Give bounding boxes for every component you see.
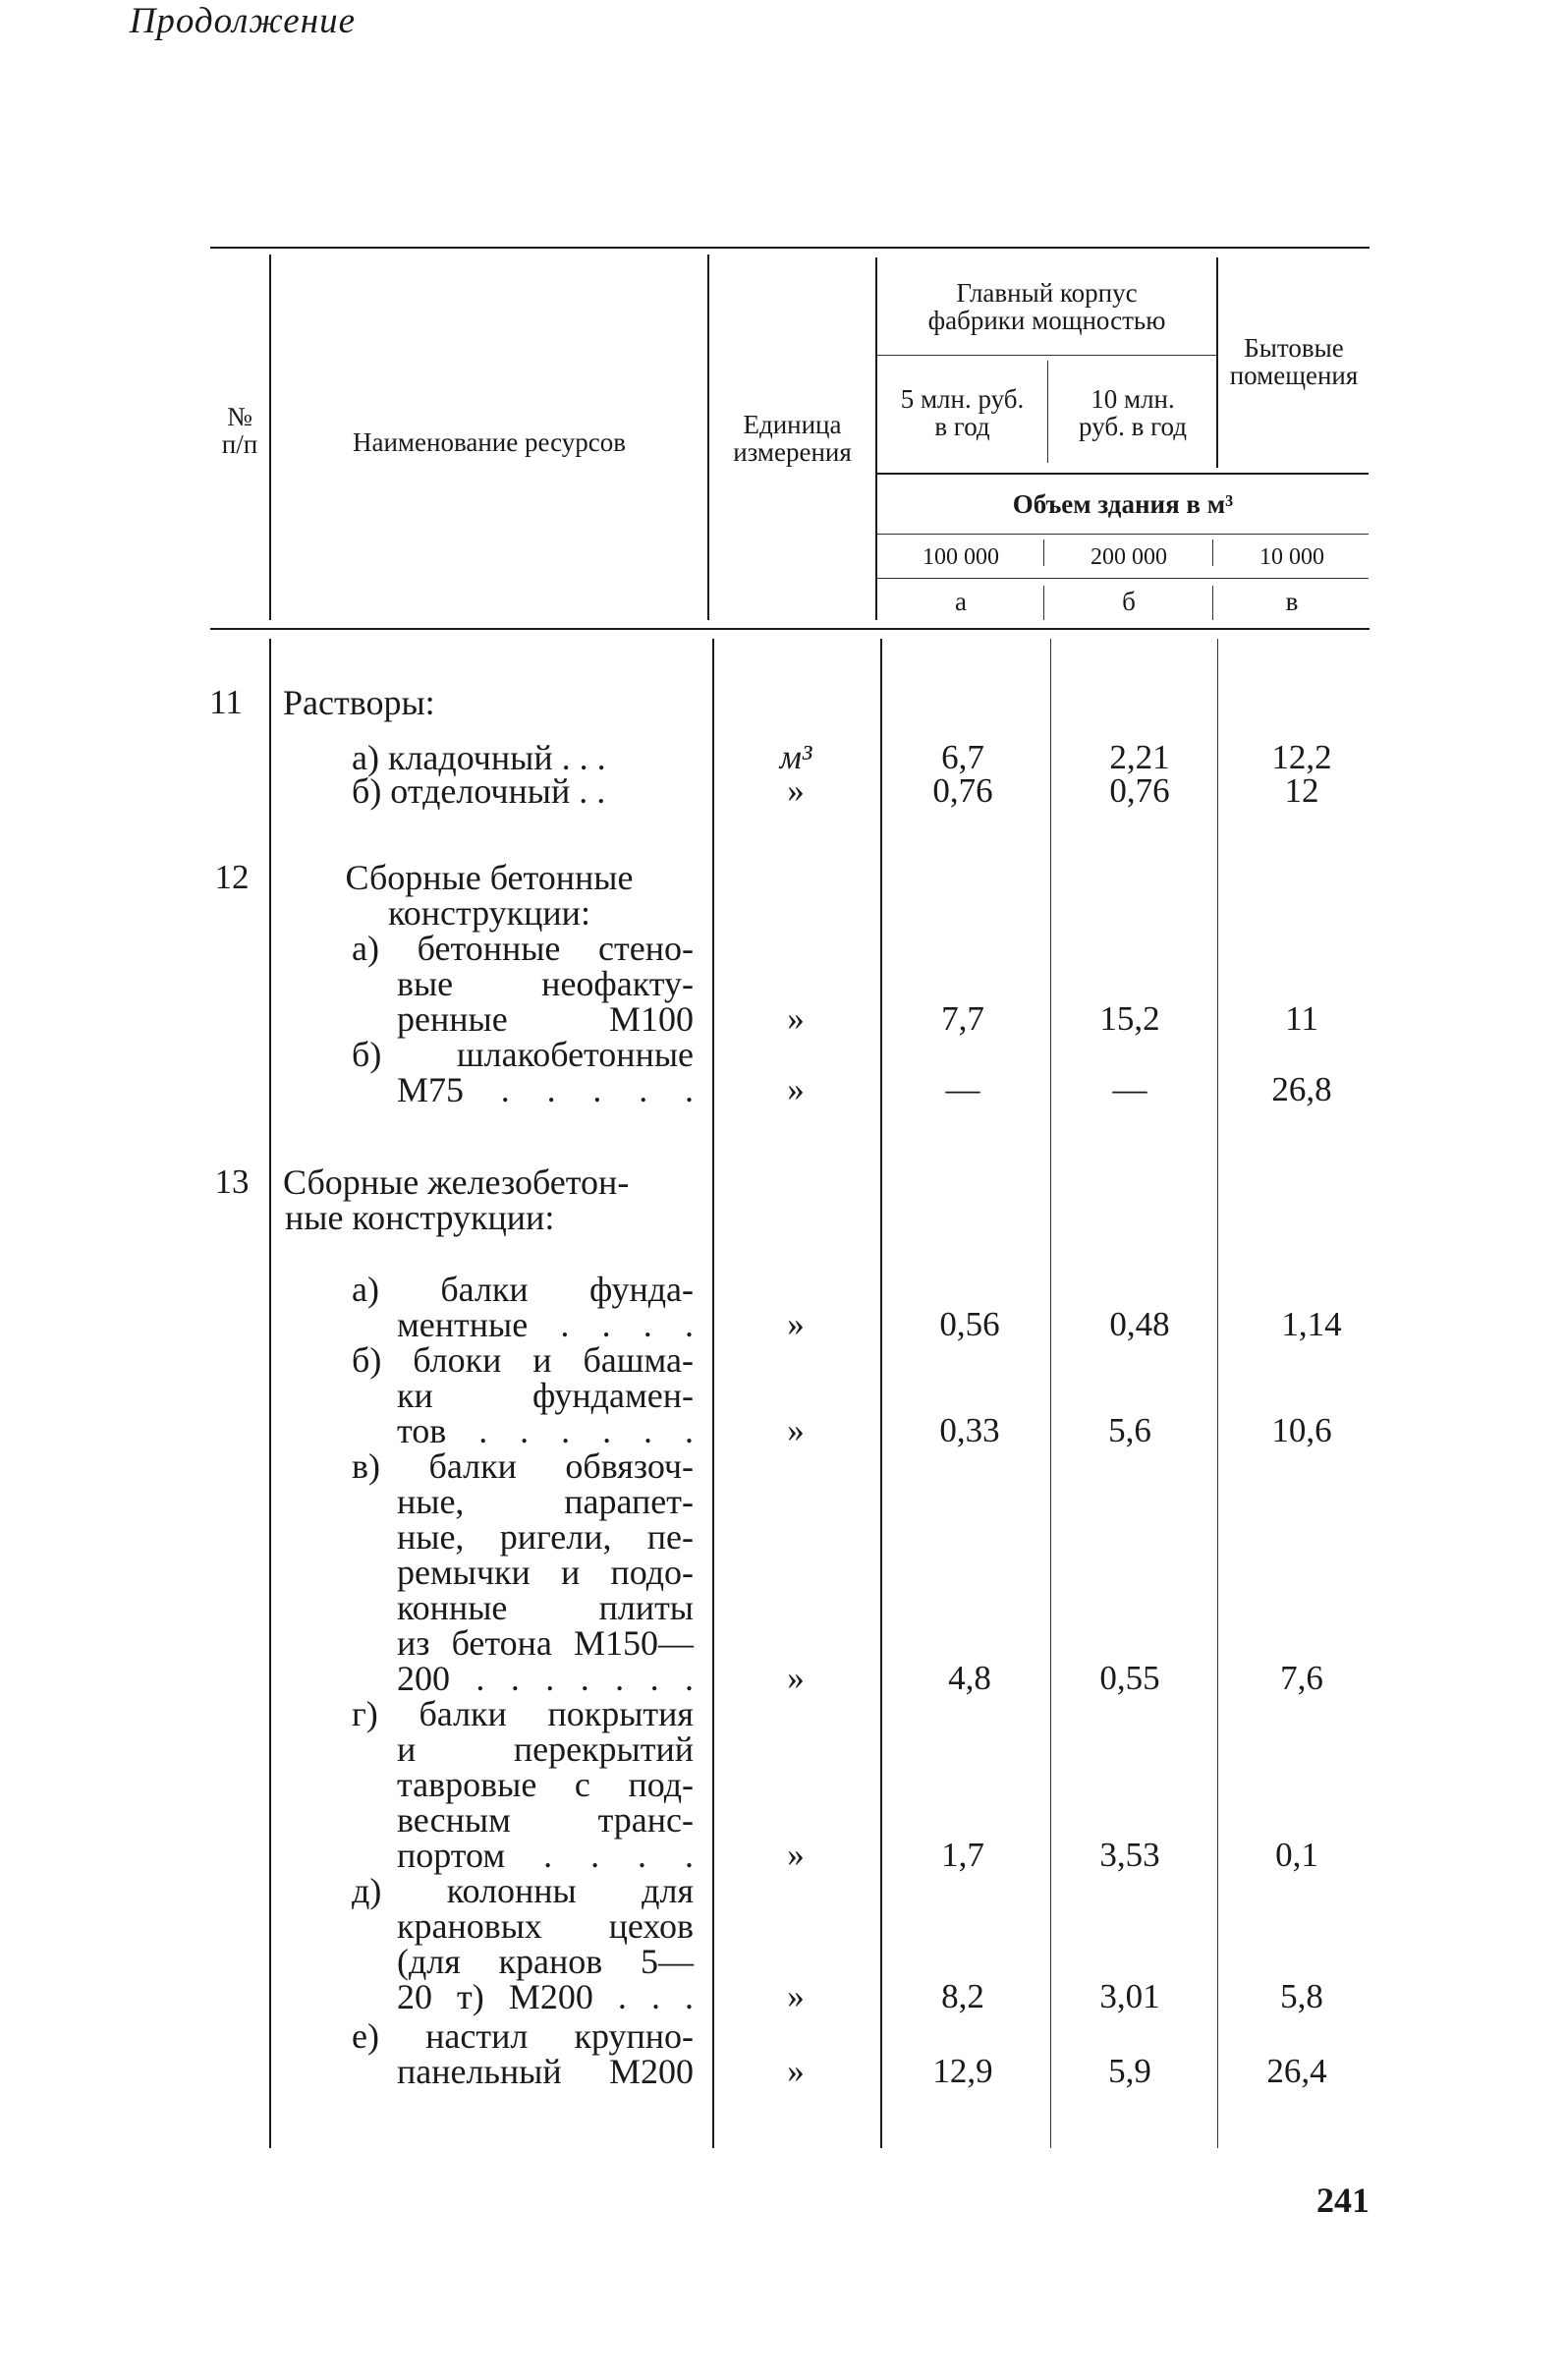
body-col-divider-1 bbox=[269, 639, 271, 2148]
col-divider-5c bbox=[1212, 586, 1213, 620]
row-13e-unit: » bbox=[787, 1977, 805, 2015]
header-volume-b: 200 000 bbox=[1091, 544, 1167, 570]
row-13e-label-cont: крановых цехов (для кранов 5— 20 т) М200 . . . bbox=[397, 1906, 694, 2016]
row-12b-label: б) шлакобетонные bbox=[352, 1035, 694, 1074]
page-number: 241 bbox=[1316, 2181, 1370, 2220]
row-11a-value-b: 2,21 bbox=[1109, 738, 1170, 776]
row-13c-value-c: 7,6 bbox=[1280, 1659, 1323, 1697]
row-13e-value-a: 8,2 bbox=[941, 1977, 984, 2015]
row-13a-label-cont: ментные . . . . bbox=[397, 1305, 694, 1344]
row-13a-value-b: 0,48 bbox=[1109, 1305, 1170, 1343]
row-11a-value-c: 12,2 bbox=[1271, 738, 1332, 776]
continuation-label: Продолжение bbox=[129, 1, 356, 41]
header-volume-c: 10 000 bbox=[1259, 544, 1324, 570]
row-11b-label: б) отделочный . . bbox=[352, 771, 606, 811]
header-volume: Объем здания в м³ bbox=[1012, 489, 1234, 519]
row-12a-label: а) бетонные стено- bbox=[352, 929, 694, 968]
body-col-divider-4 bbox=[1050, 639, 1051, 2148]
row-12b-label-cont: М75 . . . . . bbox=[397, 1070, 694, 1109]
row-12-number: 12 bbox=[214, 858, 250, 896]
row-13d-value-c: 0,1 bbox=[1275, 1836, 1318, 1874]
row-13c-label-cont: ные, парапет- ные, ригели, пе- ремычки и подо- конные плиты из бетона М150— 200 . . . . . . . bbox=[397, 1482, 694, 1698]
row-12a-unit: » bbox=[787, 999, 805, 1038]
header-letter-a: а bbox=[955, 587, 967, 616]
row-13c-unit: » bbox=[787, 1659, 805, 1697]
col-divider-5b bbox=[1212, 539, 1213, 566]
row-13d-value-b: 3,53 bbox=[1099, 1836, 1160, 1874]
volume-mid-rule bbox=[877, 534, 1369, 535]
row-13f-label: е) настил крупно- bbox=[352, 2016, 694, 2056]
header-bottom-rule bbox=[210, 628, 1370, 630]
row-13a-value-a: 0,56 bbox=[939, 1305, 1000, 1343]
body-col-divider-3 bbox=[880, 639, 882, 2148]
header-capacity-10: 10 млн. руб. в год bbox=[1079, 384, 1187, 441]
row-13a-value-c: 1,14 bbox=[1281, 1305, 1342, 1343]
header-capacity-5: 5 млн. руб. в год bbox=[900, 384, 1025, 441]
body-col-divider-2 bbox=[712, 639, 714, 2148]
header-volume-a: 100 000 bbox=[923, 544, 999, 570]
row-13e-value-b: 3,01 bbox=[1099, 1977, 1160, 2015]
row-13-title: Сборные железобетон- ные конструкции: bbox=[283, 1162, 630, 1237]
row-13b-value-b: 5,6 bbox=[1108, 1411, 1151, 1449]
row-11-number: 11 bbox=[209, 683, 243, 721]
row-13f-label-cont: панельный М200 bbox=[397, 2052, 694, 2091]
main-building-rule bbox=[877, 355, 1216, 356]
row-13f-value-b: 5,9 bbox=[1108, 2052, 1151, 2090]
row-13f-value-c: 26,4 bbox=[1266, 2052, 1327, 2090]
row-13b-label-cont: ки фундамен- тов . . . . . . bbox=[397, 1376, 694, 1450]
row-12b-value-a: — bbox=[945, 1070, 980, 1108]
row-12b-unit: » bbox=[787, 1070, 805, 1108]
row-13c-value-b: 0,55 bbox=[1099, 1659, 1160, 1697]
row-12b-value-c: 26,8 bbox=[1271, 1070, 1332, 1108]
row-13b-value-c: 10,6 bbox=[1271, 1411, 1332, 1449]
row-11a-value-a: 6,7 bbox=[941, 738, 984, 776]
row-13c-label: в) балки обвязоч- bbox=[352, 1446, 694, 1486]
row-12a-value-c: 11 bbox=[1285, 999, 1318, 1038]
row-11a-label: а) кладочный . . . bbox=[352, 738, 606, 777]
volume-top-rule bbox=[877, 473, 1369, 475]
row-11b-value-c: 12 bbox=[1284, 771, 1319, 810]
row-13f-value-a: 12,9 bbox=[932, 2052, 993, 2090]
row-13c-value-a: 4,8 bbox=[948, 1659, 991, 1697]
header-household: Бытовые помещения bbox=[1229, 333, 1359, 390]
row-13b-value-a: 0,33 bbox=[939, 1411, 1000, 1449]
row-13b-label: б) блоки и башма- bbox=[352, 1340, 694, 1380]
row-13d-label: г) балки покрытия bbox=[352, 1694, 694, 1733]
row-13d-value-a: 1,7 bbox=[941, 1836, 984, 1874]
header-unit: Единица измерения bbox=[733, 410, 852, 467]
header-number: № п/п bbox=[221, 402, 258, 459]
table-top-rule bbox=[210, 247, 1370, 249]
body-col-divider-5 bbox=[1217, 639, 1218, 2148]
header-resource-name: Наименование ресурсов bbox=[353, 427, 626, 457]
row-13b-unit: » bbox=[787, 1411, 805, 1449]
row-13a-unit: » bbox=[787, 1305, 805, 1343]
row-11b-value-b: 0,76 bbox=[1109, 771, 1170, 810]
row-13-number: 13 bbox=[214, 1162, 250, 1201]
header-letter-b: б bbox=[1122, 587, 1136, 616]
row-11-title: Растворы: bbox=[283, 683, 435, 722]
row-12-title: Сборные бетонные конструкции: bbox=[345, 858, 634, 933]
col-divider-4a bbox=[1047, 361, 1048, 463]
header-main-building: Главный корпус фабрики мощностью bbox=[927, 278, 1166, 335]
row-11b-value-a: 0,76 bbox=[932, 771, 993, 810]
row-13a-label: а) балки фунда- bbox=[352, 1270, 694, 1309]
row-13f-unit: » bbox=[787, 2052, 805, 2090]
row-12a-value-b: 15,2 bbox=[1099, 999, 1160, 1038]
row-13e-label: д) колонны для bbox=[352, 1871, 694, 1910]
row-12a-value-a: 7,7 bbox=[941, 999, 984, 1038]
row-11a-unit: м³ bbox=[779, 738, 812, 776]
row-13d-unit: » bbox=[787, 1836, 805, 1874]
row-11b-unit: » bbox=[787, 771, 805, 810]
row-12a-label-cont: вые неофакту- ренные М100 bbox=[397, 964, 694, 1039]
header-letter-c: в bbox=[1285, 587, 1299, 616]
row-13e-value-c: 5,8 bbox=[1280, 1977, 1323, 2015]
row-12b-value-b: — bbox=[1112, 1070, 1147, 1108]
volume-low-rule bbox=[877, 578, 1369, 579]
row-13d-label-cont: и перекрытий тавровые с под- весным транс- портом . . . . bbox=[397, 1729, 694, 1875]
